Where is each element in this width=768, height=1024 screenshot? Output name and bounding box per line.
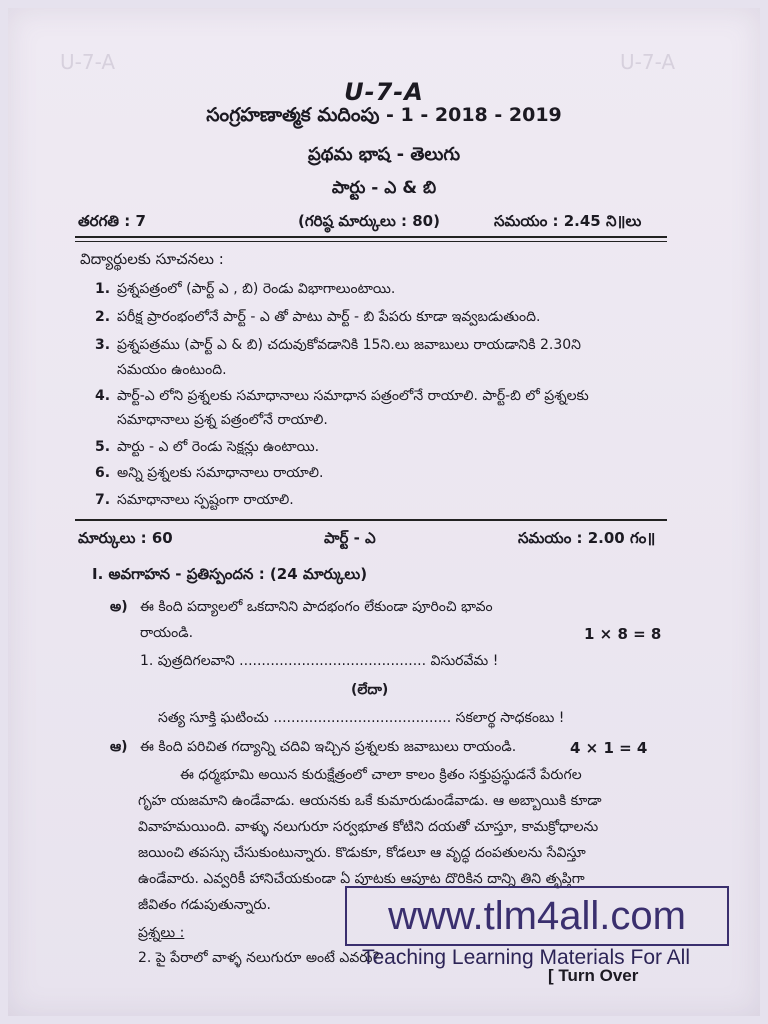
- poem-option-2: సత్య సూక్తి ఘటించు ........................................ సకలార్థ సాధకంబు !: [158, 710, 565, 726]
- instruction-item: 3. ప్రశ్నపత్రము (పార్ట్ ఎ & బి) చదువుకోవడానికి 15ని.లు జవాబులు రాయడానికి 2.30ని: [95, 337, 581, 353]
- instructions-heading: విద్యార్థులకు సూచనలు :: [80, 250, 224, 268]
- instruction-item-continued: సమాధానాలు ప్రశ్న పత్రంలోనే రాయాలి.: [117, 412, 328, 428]
- watermark-url: www.tlm4all.com: [345, 886, 729, 946]
- questions-label: ప్రశ్నలు :: [138, 925, 185, 941]
- paper-code: U-7-A: [344, 78, 424, 106]
- instruction-item-continued: సమయం ఉంటుంది.: [117, 362, 227, 378]
- watermark-tagline: Teaching Learning Materials For All: [362, 946, 691, 969]
- passage-line: గృహ యజమాని ఉండేవాడు. ఆయనకు ఒకే కుమారుడుండేవాడు. ఆ అబ్బాయికి కూడా: [138, 793, 602, 809]
- max-marks: (గరిష్ఠ మార్కులు : 80): [298, 212, 440, 230]
- instruction-item: 7. సమాధానాలు స్పష్టంగా రాయాలి.: [95, 492, 294, 508]
- subject-title: ప్రథమ భాష - తెలుగు: [307, 144, 461, 165]
- part-a-rule: [75, 519, 667, 521]
- question-2: 2. పై పేరాలో వాళ్ళ నలుగురూ అంటే ఎవరు?: [138, 950, 380, 966]
- exam-title: సంగ్రహణాత్మక మదింపు - 1 - 2018 - 2019: [206, 104, 562, 126]
- time-allowed: సమయం : 2.45 ని॥లు: [494, 212, 642, 230]
- section-heading: I. అవగాహన - ప్రతిస్పందన : (24 మార్కులు): [92, 565, 368, 583]
- instruction-item: 5. పార్టు - ఎ లో రెండు సెక్షన్లు ఉంటాయి.: [95, 439, 320, 455]
- question-a-text: ఈ కింది పద్యాలలో ఒకదానిని పాదభంగం లేకుండా పూరించి భావం: [140, 599, 493, 615]
- question-a-marks: 1 × 8 = 8: [584, 625, 662, 643]
- or-label: (లేదా): [351, 682, 389, 698]
- bleed-through-mark: U-7-A: [620, 50, 676, 74]
- header-rule-thin: [75, 241, 667, 242]
- passage-line: జయించి తపస్సు చేసుకుంటున్నారు. కొడుకూ, కోడలూ ఆ వృద్ధ దంపతులను సేవిస్తూ: [138, 845, 586, 861]
- part-a-title: పార్ట్ - ఎ: [324, 529, 376, 547]
- part-a-time: సమయం : 2.00 గం॥: [518, 529, 656, 547]
- instruction-item: 2. పరీక్ష ప్రారంభంలోనే పార్ట్ - ఎ తో పాటు పార్ట్ - బి పేపరు కూడా ఇవ్వబడుతుంది.: [95, 309, 541, 325]
- question-b-marks: 4 × 1 = 4: [570, 739, 648, 757]
- class-label: తరగతి : 7: [78, 212, 146, 230]
- question-a-text-cont: రాయండి.: [140, 625, 194, 641]
- instruction-item: 4. పార్ట్-ఎ లోని ప్రశ్నలకు సమాధానాలు సమాధాన పత్రంలోనే రాయాలి. పార్ట్-బి లో ప్రశ్నలకు: [95, 388, 589, 404]
- question-a-label: అ): [110, 599, 128, 615]
- poem-option-1: 1. పుత్రదిగలవాని .......................................... విసురవేమ !: [140, 653, 499, 669]
- header-rule: [75, 236, 667, 238]
- passage-line: వివాహమయింది. వాళ్ళు నలుగురూ సర్వభూత కోటిని దయతో చూస్తూ, కామక్రోధాలను: [138, 819, 599, 835]
- passage-line: ఈ ధర్మభూమి అయిన కురుక్షేత్రంలో చాలా కాలం క్రితం సక్తుప్రస్థుడనే పేరుగల: [180, 767, 582, 783]
- turn-over-label: [ Turn Over: [548, 966, 639, 985]
- passage-line: ఉండేవారు. ఎవ్వరికీ హానిచేయకుండా ఏ పూటకు ఆపూట దొరికిన దాన్ని తిని తృప్తిగా: [138, 871, 585, 887]
- question-b-text: ఈ కింది పరిచిత గద్యాన్ని చదివి ఇచ్చిన ప్రశ్నలకు జవాబులు రాయండి.: [140, 739, 517, 755]
- instruction-item: 1. ప్రశ్నపత్రంలో (పార్ట్ ఎ , బి) రెండు విభాగాలుంటాయి.: [95, 281, 396, 297]
- passage-line: జీవితం గడుపుతున్నారు.: [138, 897, 271, 913]
- bleed-through-mark: U-7-A: [60, 50, 116, 74]
- question-b-label: ఆ): [110, 739, 128, 755]
- part-a-marks: మార్కులు : 60: [78, 529, 173, 547]
- instruction-item: 6. అన్ని ప్రశ్నలకు సమాధానాలు రాయాలి.: [95, 465, 324, 481]
- parts-title: పార్టు - ఎ & బి: [331, 178, 437, 198]
